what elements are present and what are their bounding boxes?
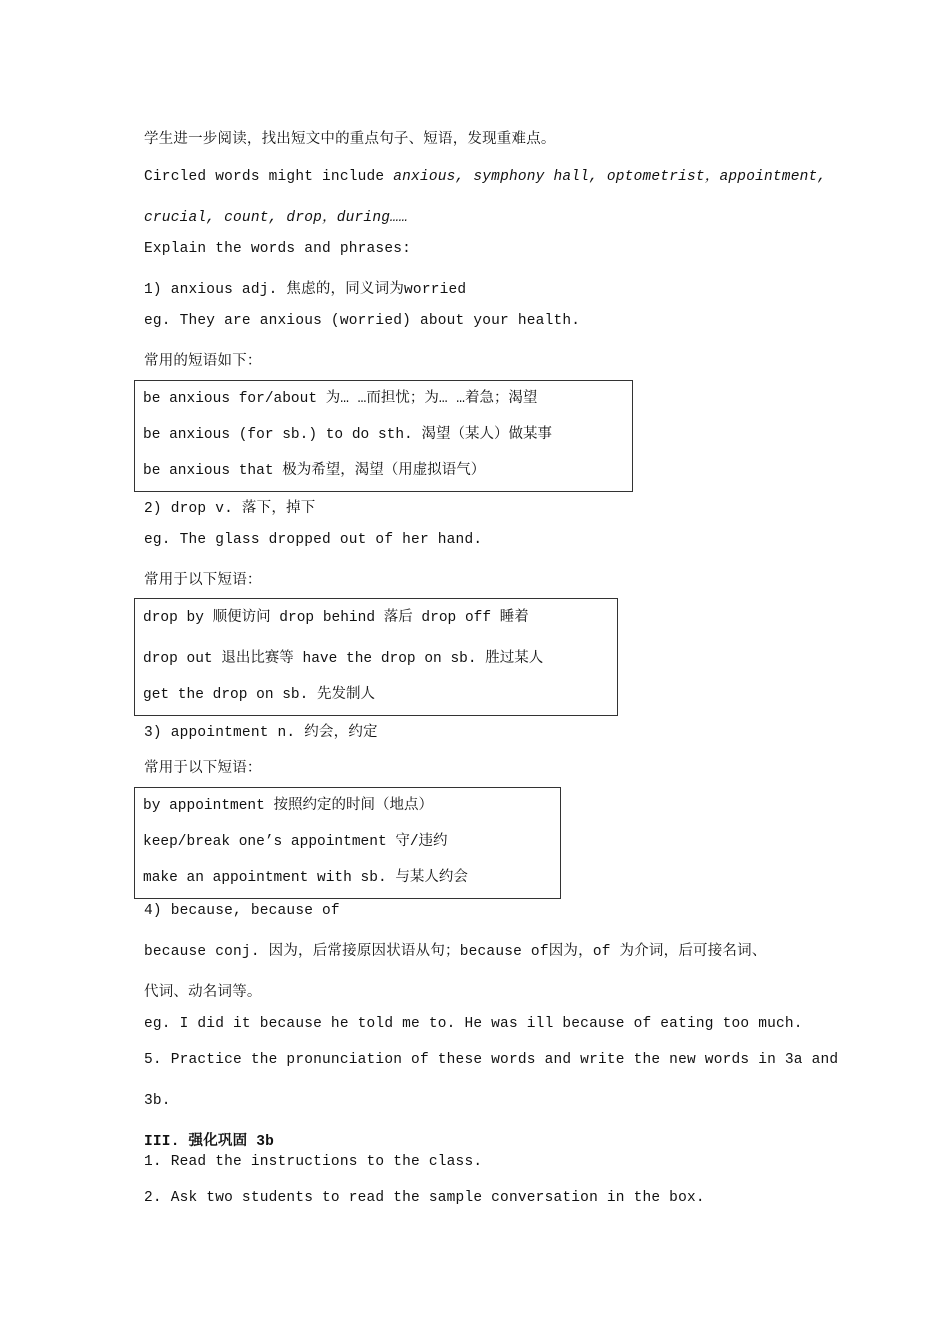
item1-phrase-1: be anxious for/about 为… …而担忧；为… …着急；渴望 (143, 391, 538, 407)
item4-heading: 4) because, because of (144, 903, 340, 919)
item2-phrase-1: drop by 顺便访问 drop behind 落后 drop off 睡着 (143, 610, 529, 626)
item3-phrase-2: keep/break one’s appointment 守/违约 (143, 834, 448, 850)
item2-phrase-title: 常用于以下短语： (144, 572, 262, 588)
item1-phrase-box (134, 380, 633, 492)
intro-text: 学生进一步阅读，找出短文中的重点句子、短语，发现重难点。 (144, 131, 556, 147)
circled-words-line-2: crucial, count, drop，during…… (144, 210, 408, 226)
item2-phrase-3: get the drop on sb. 先发制人 (143, 687, 376, 703)
item1-phrase-2: be anxious (for sb.) to do sth. 渴望（某人）做某事 (143, 427, 552, 443)
item3-phrase-title: 常用于以下短语： (144, 760, 262, 776)
item2-phrase-2: drop out 退出比赛等 have the drop on sb. 胜过某人 (143, 651, 544, 667)
section3-step-2: 2. Ask two students to read the sample conversation in the box. (144, 1190, 705, 1206)
item2-example: eg. The glass dropped out of her hand. (144, 532, 483, 548)
circled-words-line-1 (144, 164, 826, 185)
item2-phrase-box (134, 598, 618, 716)
circled-prefix: Circled words might include (144, 169, 394, 185)
item3-phrase-3: make an appointment with sb. 与某人约会 (143, 870, 468, 886)
item4-description-2: 代词、动名词等。 (144, 984, 262, 1000)
item2-heading: 2) drop v. 落下，掉下 (144, 501, 316, 517)
item1-phrase-title: 常用的短语如下： (144, 353, 262, 369)
item4-example: eg. I did it because he told me to. He was ill because of eating too much. (144, 1016, 803, 1032)
item5-line-2: 3b. (144, 1093, 171, 1109)
item5-line-1: 5. Practice the pronunciation of these words and write the new words in 3a and (144, 1052, 839, 1068)
circled-words-1: anxious, symphony hall, optometrist，appointment, (393, 169, 827, 185)
item4-description-1: because conj. 因为，后常接原因状语从句；because of因为，of 为介词，后可接名词、 (144, 944, 767, 960)
explain-heading: Explain the words and phrases: (144, 241, 412, 257)
section3-title: III. 强化巩固 3b (144, 1134, 275, 1150)
item1-example: eg. They are anxious (worried) about your health. (144, 313, 581, 329)
item1-phrase-3: be anxious that 极为希望，渴望（用虚拟语气） (143, 463, 486, 479)
item1-heading: 1) anxious adj. 焦虑的，同义词为worried (144, 282, 467, 298)
item3-phrase-1: by appointment 按照约定的时间（地点） (143, 798, 434, 814)
item3-heading: 3) appointment n. 约会，约定 (144, 725, 378, 741)
item3-phrase-box (134, 787, 561, 899)
section3-step-1: 1. Read the instructions to the class. (144, 1154, 483, 1170)
